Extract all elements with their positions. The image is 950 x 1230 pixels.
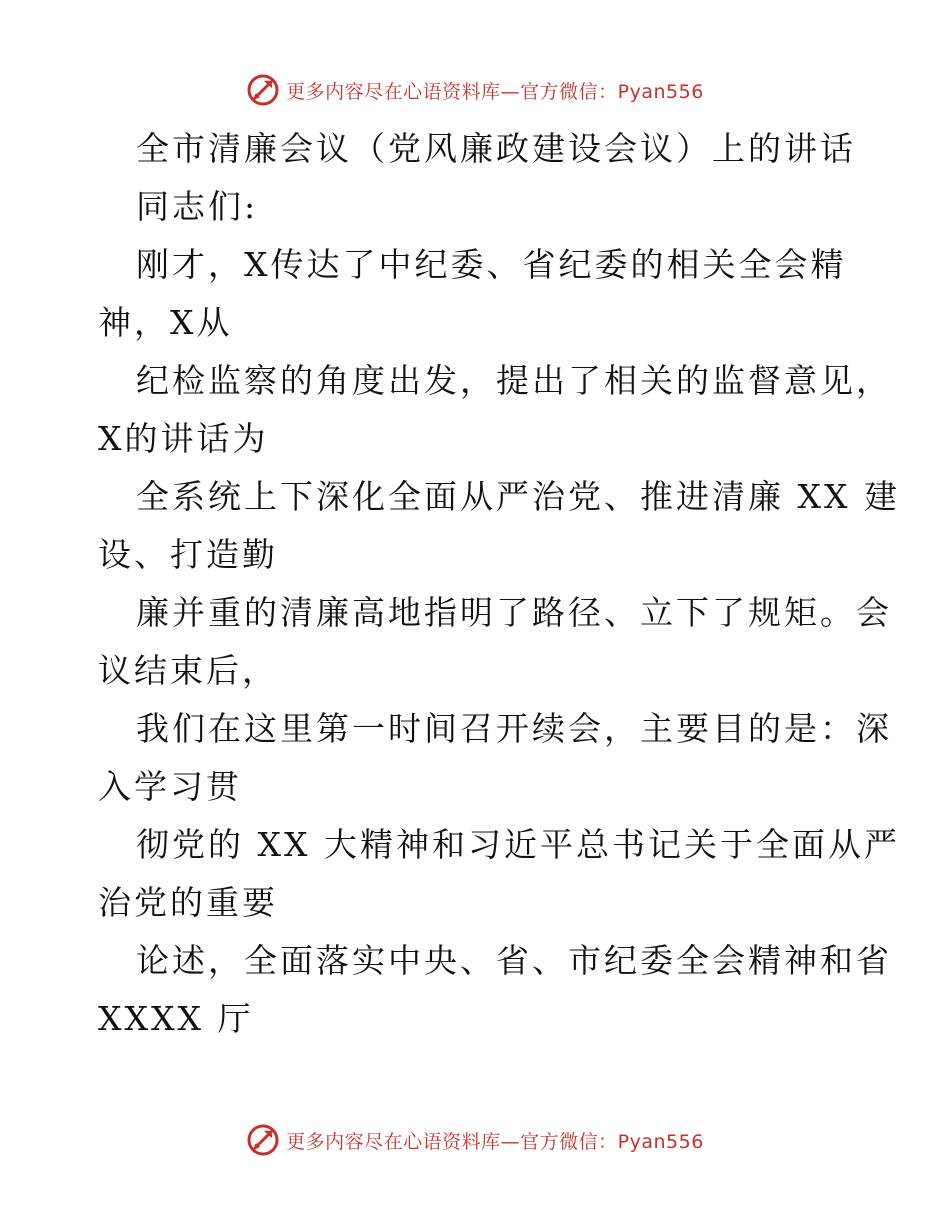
banner-text: 更多内容尽在心语资料库—官方微信：Pyan556 — [286, 80, 704, 103]
paragraph-line: 入学习贯 — [98, 767, 242, 806]
paragraph-line: 论述，全面落实中央、省、市纪委全会精神和省 — [136, 941, 892, 980]
paragraph-line: 刚才，X传达了中纪委、省纪委的相关全会精 — [136, 245, 847, 284]
paragraph-line: 我们在这里第一时间召开续会，主要目的是：深 — [136, 709, 892, 748]
banner-text: 更多内容尽在心语资料库—官方微信：Pyan556 — [286, 1130, 704, 1153]
paragraph-line: 设、打造勤 — [98, 535, 278, 574]
header-banner — [0, 70, 950, 110]
paragraph-line: 纪检监察的角度出发，提出了相关的监督意见， — [136, 361, 892, 400]
document-title: 全市清廉会议（党风廉政建设会议）上的讲话 — [136, 129, 856, 168]
paragraph-line: XXXX 厅 — [98, 999, 254, 1038]
paragraph-line: 治党的重要 — [98, 883, 278, 922]
footer-banner — [0, 1120, 950, 1160]
salutation: 同志们: — [136, 187, 259, 226]
paragraph-line: 彻党的 XX 大精神和习近平总书记关于全面从严 — [136, 825, 900, 864]
quill-seal-icon — [246, 1123, 280, 1157]
paragraph-line: 全系统上下深化全面从严治党、推进清廉 XX 建 — [136, 477, 900, 516]
paragraph-line: 廉并重的清廉高地指明了路径、立下了规矩。会 — [136, 593, 892, 632]
quill-seal-icon — [246, 73, 280, 107]
paragraph-line: X的讲话为 — [98, 419, 269, 458]
paragraph-line: 议结束后， — [98, 651, 278, 690]
document-body — [98, 120, 900, 1048]
paragraph-line: 神，X从 — [98, 303, 233, 342]
